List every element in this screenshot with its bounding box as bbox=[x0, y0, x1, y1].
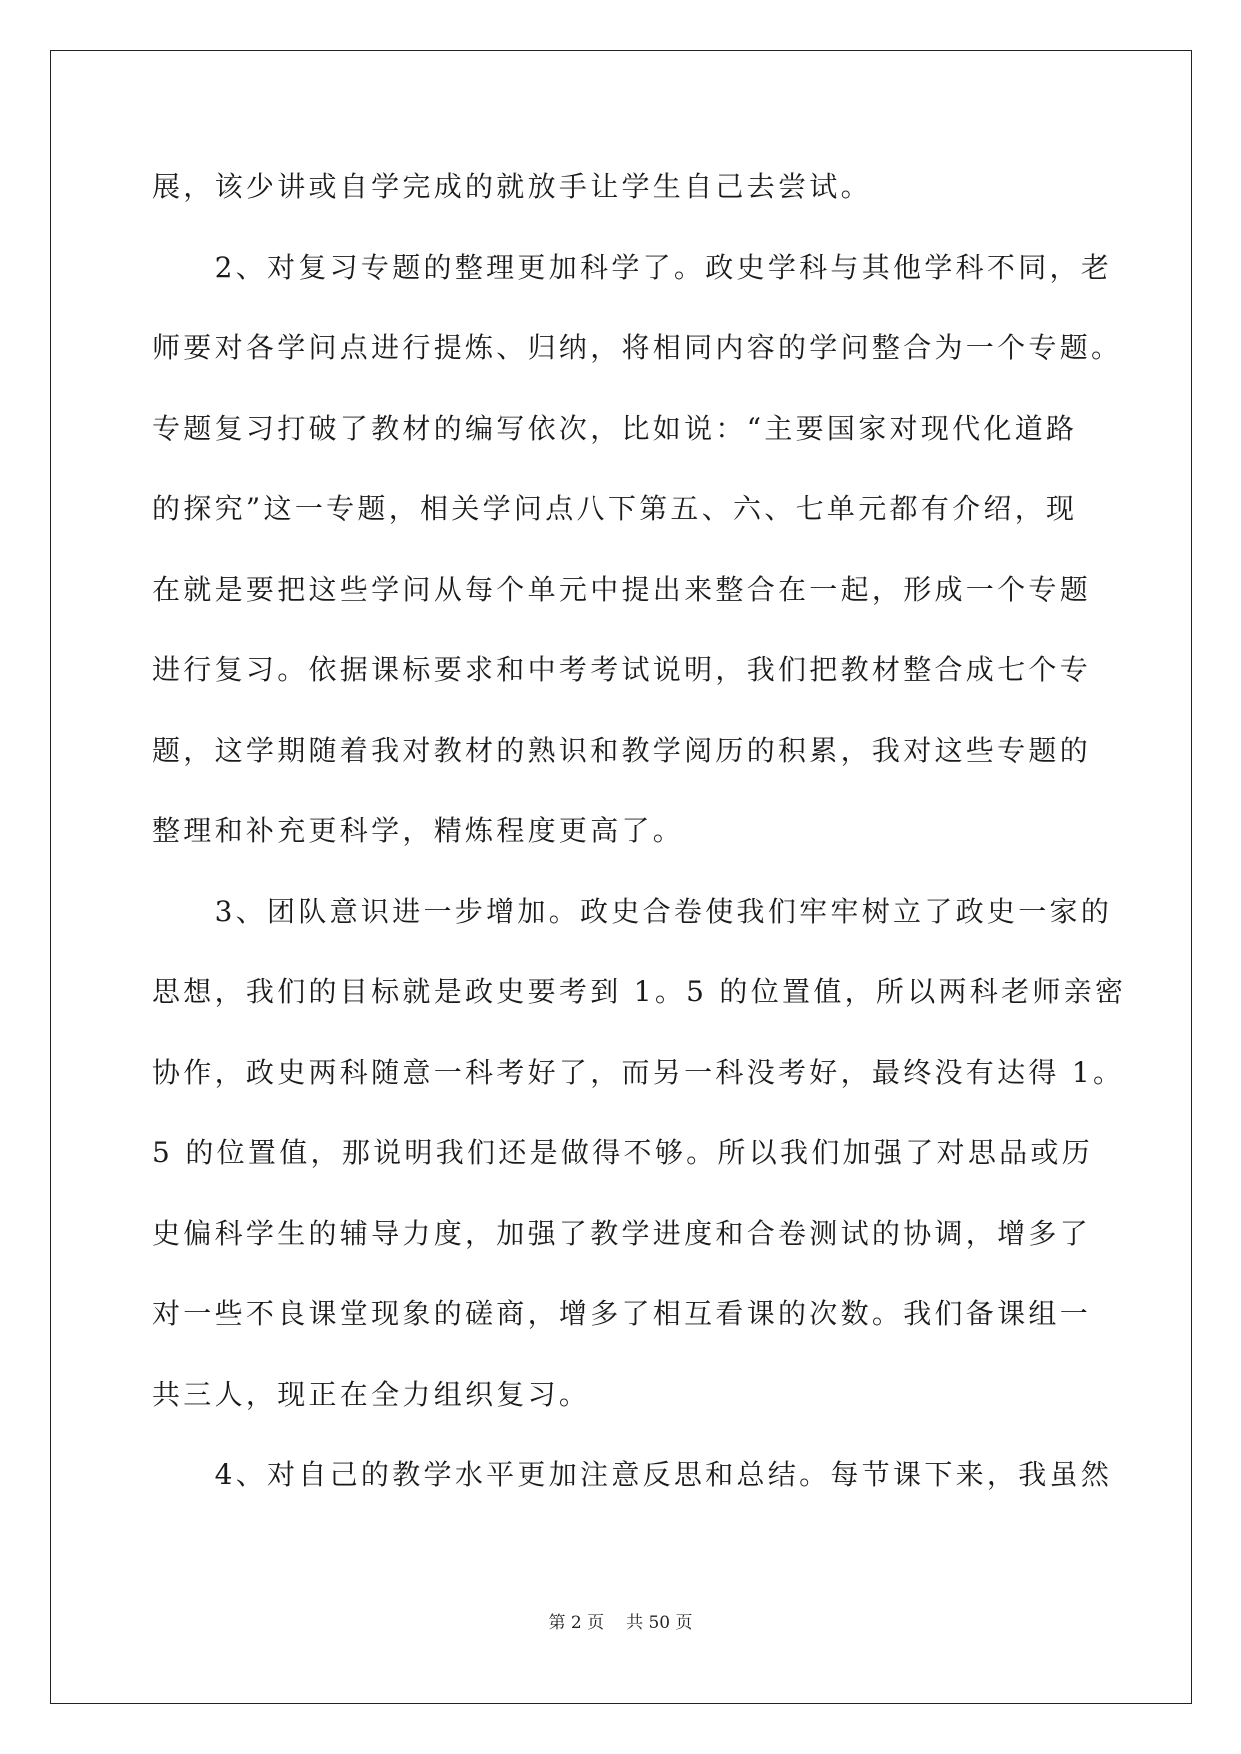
text-line: 整理和补充更科学，精炼程度更高了。 bbox=[152, 814, 685, 847]
text-line: 在就是要把这些学问从每个单元中提出来整合在一起，形成一个专题 bbox=[152, 572, 1092, 606]
text-line: 展，该少讲或自学完成的就放手让学生自己去尝试。 bbox=[152, 170, 872, 203]
text-line: 4、对自己的教学水平更加注意反思和总结。每节课下来，我虽然 bbox=[152, 1458, 1113, 1491]
text-line: 3、团队意识进一步增加。政史合卷使我们牢牢树立了政史一家的 bbox=[152, 894, 1113, 928]
text-line: 师要对各学问点进行提炼、归纳，将相同内容的学问整合为一个专题。 bbox=[152, 331, 1123, 364]
text-line: 的探究”这一专题，相关学问点八下第五、六、七单元都有介绍，现 bbox=[152, 492, 1078, 525]
page-number: 第 2 页 bbox=[548, 1613, 605, 1633]
text-line: 协作，政史两科随意一科考好了，而另一科没考好，最终没有达得 1。 bbox=[152, 1055, 1125, 1089]
text-line: 5 的位置值，那说明我们还是做得不够。所以我们加强了对思品或历 bbox=[152, 1136, 1094, 1169]
text-line: 进行复习。依据课标要求和中考考试说明，我们把教材整合成七个专 bbox=[152, 653, 1092, 686]
text-line: 史偏科学生的辅导力度，加强了教学进度和合卷测试的协调，增多了 bbox=[152, 1216, 1092, 1250]
text-line: 共三人，现正在全力组织复习。 bbox=[152, 1377, 591, 1411]
page-total: 共 50 页 bbox=[626, 1613, 693, 1633]
page-footer bbox=[0, 1608, 1241, 1633]
text-line: 专题复习打破了教材的编写依次，比如说：“主要国家对现代化道路 bbox=[152, 411, 1078, 445]
text-line: 2、对复习专题的整理更加科学了。政史学科与其他学科不同，老 bbox=[152, 250, 1113, 284]
text-line: 对一些不良课堂现象的磋商，增多了相互看课的次数。我们备课组一 bbox=[152, 1297, 1092, 1330]
text-line: 思想，我们的目标就是政史要考到 1。5 的位置值，所以两科老师亲密 bbox=[152, 975, 1127, 1008]
text-line: 题，这学期随着我对教材的熟识和教学阅历的积累，我对这些专题的 bbox=[152, 733, 1092, 767]
document-body bbox=[152, 160, 1127, 1529]
